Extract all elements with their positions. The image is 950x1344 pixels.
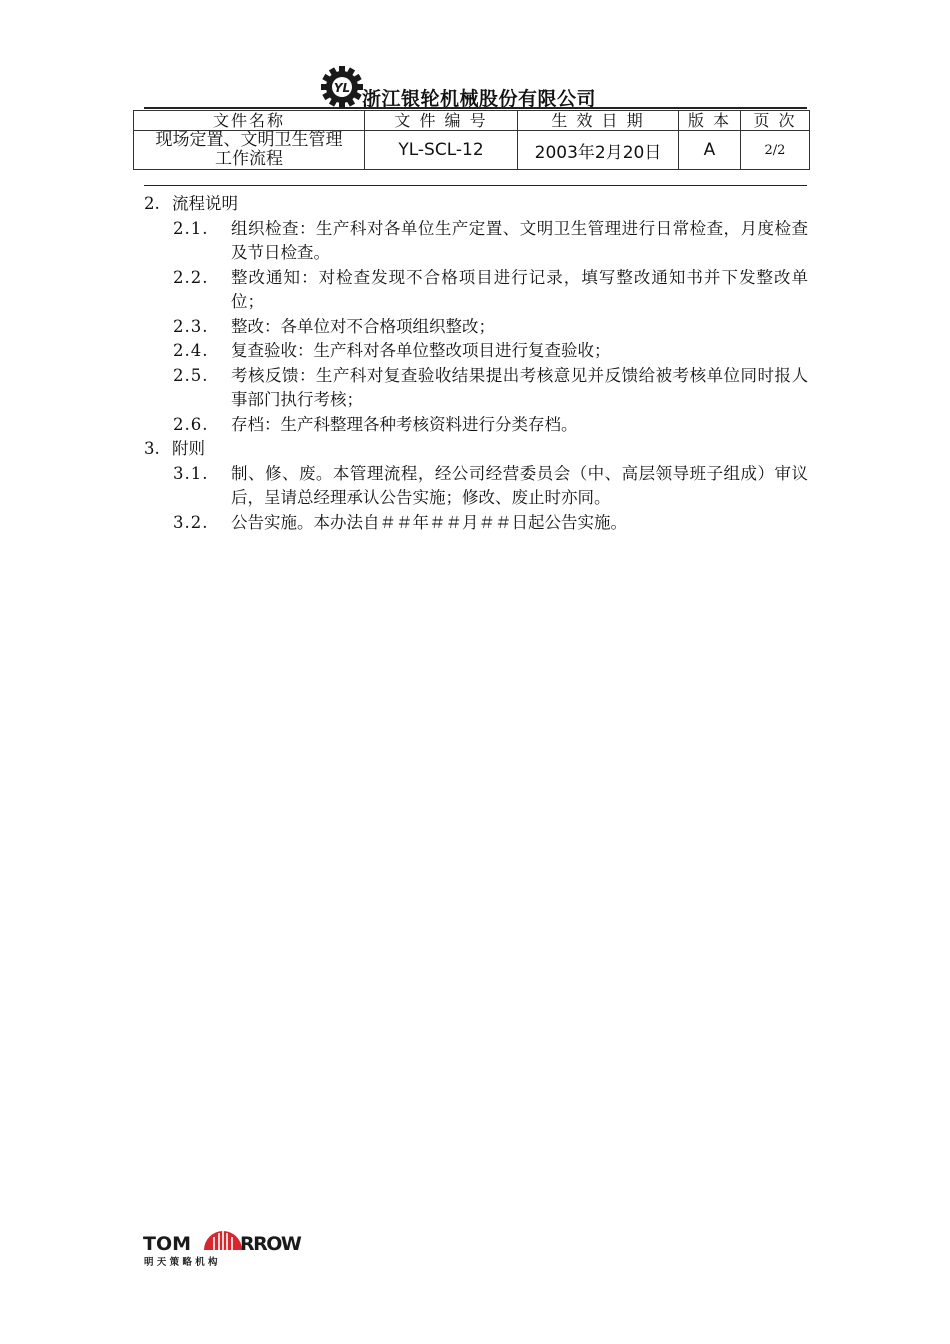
section-number: 3. [144,439,160,458]
item-text: 考核反馈：生产科对复查验收结果提出考核意见并反馈给被考核单位同时报人事部门执行考核； [231,365,808,409]
list-item [144,462,808,511]
logo-subtitle: 明 天 策 略 机 构 [144,1257,218,1268]
gear-logo-icon [321,66,363,108]
item-number: 2.1. [173,218,209,238]
item-text: 制、修、废。本管理流程，经公司经营委员会（中、高层领导班子组成）审议后，呈请总经理承认公告实施；修改、废止时亦同。 [231,463,808,507]
header-version: 版 本 [679,111,741,131]
item-text: 存档：生产科整理各种考核资料进行分类存档。 [231,414,578,434]
sun-dome-icon [204,1231,242,1250]
version-cell: A [679,131,741,170]
doc-name-line1: 现场定置、文明卫生管理 [155,130,343,150]
item-number: 2.5. [173,365,209,385]
list-item [144,413,808,438]
section-heading-2 [144,192,808,217]
page-cell: 2/2 [741,131,810,170]
header-page: 页 次 [741,111,810,131]
item-number: 3.1. [173,463,209,483]
document-body [144,192,808,535]
item-text: 组织检查：生产科对各单位生产定置、文明卫生管理进行日常检查，月度检查及节日检查。 [231,218,808,262]
item-number: 2.3. [173,316,209,336]
item-text: 复查验收：生产科对各单位整改项目进行复查验收； [231,341,611,360]
section-title: 附则 [172,439,205,458]
section-number: 2. [144,194,160,213]
logo-text-left: TOM [143,1233,192,1255]
doc-name-cell [134,131,365,170]
item-text: 整改通知：对检查发现不合格项目进行记录，填写整改通知书并下发整改单位； [231,267,808,311]
page-header [0,64,950,110]
effective-date-cell: 2003年2月20日 [518,131,679,170]
item-number: 2.2. [173,267,209,287]
header-doc-number: 文 件 编 号 [365,111,518,131]
doc-number-cell: YL-SCL-12 [365,131,518,170]
header-doc-name: 文件名称 [134,111,365,131]
section-divider [144,185,807,186]
item-number: 2.4. [173,341,209,360]
list-item [144,315,808,340]
list-item [144,364,808,413]
section-heading-3 [144,437,808,462]
list-item [144,339,808,364]
tomorrow-logo [142,1213,304,1269]
document-info-table [133,110,810,170]
logo-text-right: RROW [240,1233,301,1255]
doc-name-line2: 工作流程 [215,149,283,169]
logo-mark: YL [333,81,351,95]
company-name: 浙江银轮机械股份有限公司 [362,88,597,110]
item-text: 整改：各单位对不合格项组织整改； [231,316,495,336]
item-number: 3.2. [173,512,209,532]
section-title: 流程说明 [172,194,238,213]
header-rule [144,107,807,109]
header-effective-date: 生 效 日 期 [518,111,679,131]
list-item [144,217,808,266]
item-text: 公告实施。本办法自＃＃年＃＃月＃＃日起公告实施。 [231,512,627,532]
item-number: 2.6. [173,414,209,434]
list-item [144,511,808,536]
list-item [144,266,808,315]
